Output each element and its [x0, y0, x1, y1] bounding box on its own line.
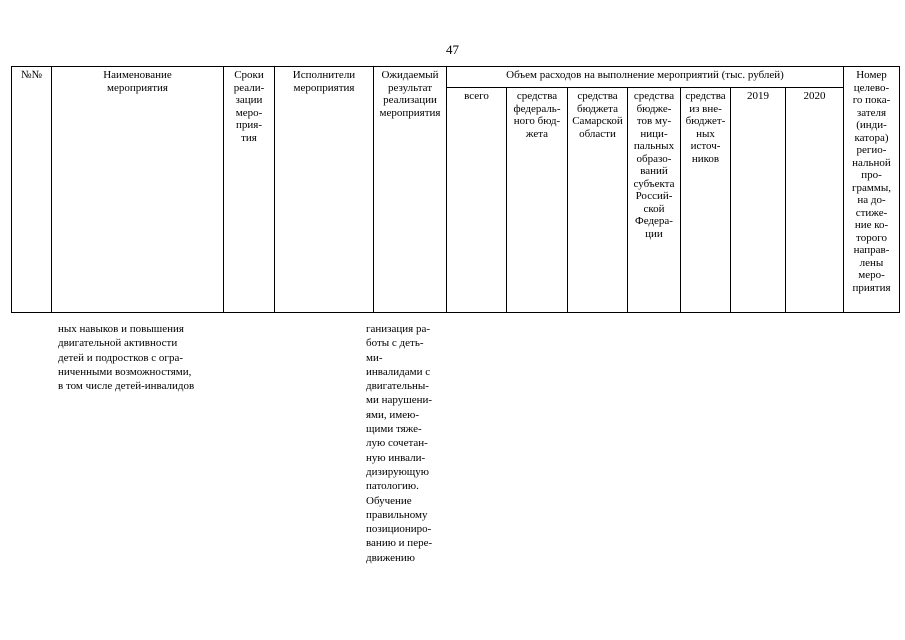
- page-number: 47: [446, 42, 459, 57]
- subheader-federal-budget: средства федераль- ного бюд- жета: [507, 88, 568, 313]
- header-executors: Исполнители мероприятия: [275, 67, 374, 313]
- subheader-year-2020: 2020: [786, 88, 844, 313]
- header-target-indicator: Номер целево- го пока- зателя (инди- катора) регио- нальной про- граммы, на до- стиже- ние ко- торого направ- лены меро- приятия: [844, 67, 900, 313]
- activities-table: [11, 66, 900, 313]
- subheader-municipal-budgets: средства бюдже- тов му- ници- пальных образо- ваний субъекта Россий- ской Федера- ции: [628, 88, 681, 313]
- activity-name-continuation: ных навыков и повышения двигательной активности детей и подростков с огра- ниченными возможностями, в том числе детей-инвалидов: [58, 323, 195, 393]
- header-activity-name: Наименование мероприятия: [52, 67, 224, 313]
- subheader-samara-budget: средства бюджета Самарской области: [568, 88, 628, 313]
- subheader-extrabudgetary: средства из вне- бюджет- ных источ- ников: [681, 88, 731, 313]
- subheader-year-2019: 2019: [731, 88, 786, 313]
- header-number: №№: [12, 67, 52, 313]
- subheader-total: всего: [447, 88, 507, 313]
- header-terms: Сроки реали- зации меро- прия- тия: [224, 67, 275, 313]
- expected-result-continuation: ганизация ра- боты с деть- ми- инвалидами с двигательны- ми нарушени- ями, имею- щими тяже- лую сочетан- ную инвали- дизирующую патологию. Обучение правильному позициониро- ванию и пере- движению: [366, 323, 433, 564]
- header-expenses-group: Объем расходов на выполнение мероприятий (тыс. рублей): [447, 67, 844, 88]
- header-expected-result: Ожидаемый результат реализации мероприятия: [374, 67, 447, 313]
